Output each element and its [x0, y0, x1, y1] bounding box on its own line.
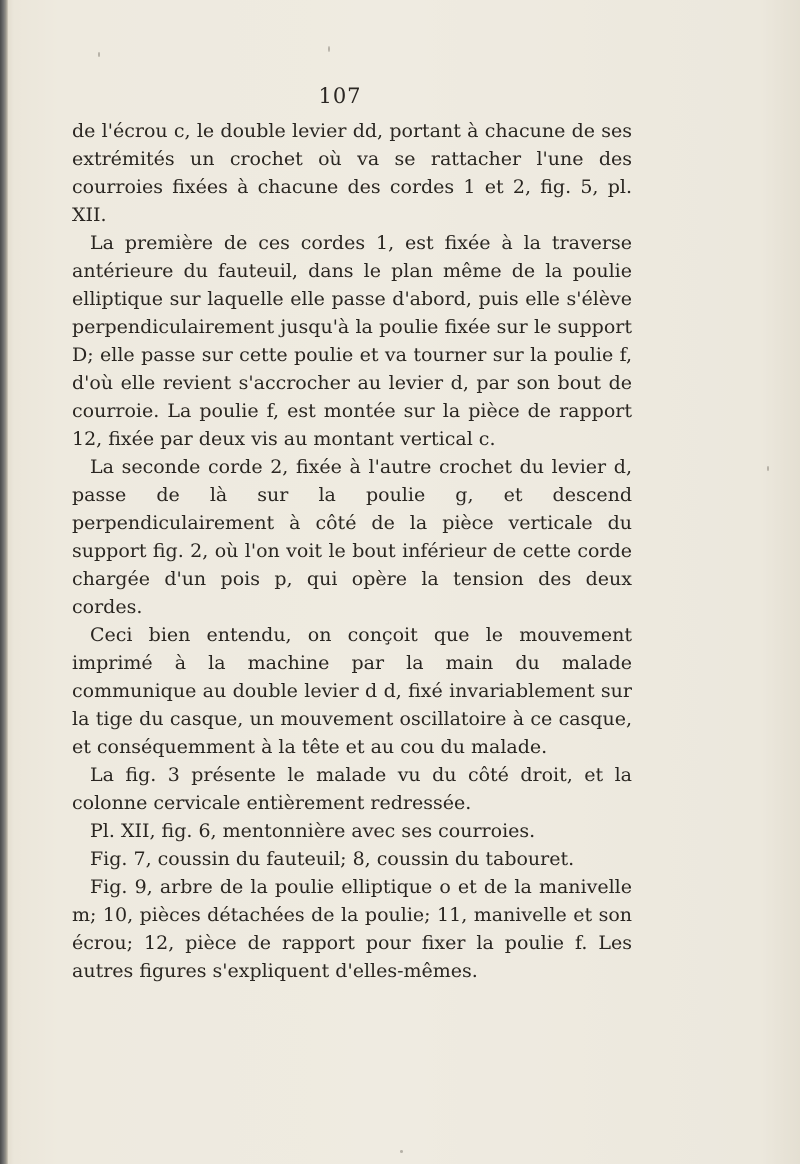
paragraph-4: Ceci bien entendu, on conçoit que le mouvement imprimé à la machine par la main du malade communique au double levier d d, fixé invariablement sur la tige du casque, un mouvement oscillatoire à ce casque, et conséquemment à la tête et au cou du malade. [72, 624, 632, 758]
paragraph-8: Fig. 9, arbre de la poulie elliptique o et de la manivelle m; 10, pièces détachées de la poulie; 11, manivelle et son écrou; 12, pièce de rapport pour fixer la poulie f. Les autres figures s'expliquent d'elles-mêmes. [72, 876, 632, 982]
paragraph-2: La première de ces cordes 1, est fixée à la traverse antérieure du fauteuil, dans le plan même de la poulie elliptique sur laquelle elle passe d'abord, puis elle s'élève perpendiculairement jusqu'à la poulie fixée sur le support D; elle passe sur cette poulie et va tourner sur la poulie f, d'où elle revient s'accrocher au levier d, par son bout de courroie. La poulie f, est montée sur la pièce de rapport 12, fixée par deux vis au montant vertical c. [72, 232, 632, 450]
paragraph-1: de l'écrou c, le double levier dd, portant à chacune de ses extrémités un crochet où va se rattacher l'une des courroies fixées à chacune des cordes 1 et 2, fig. 5, pl. XII. [72, 120, 632, 226]
paper-speck [400, 1150, 403, 1153]
paragraph-5: La fig. 3 présente le malade vu du côté droit, et la colonne cervicale entièrement redressée. [72, 764, 632, 814]
paragraph-3: La seconde corde 2, fixée à l'autre crochet du levier d, passe de là sur la poulie g, et descend perpendiculairement à côté de la pièce verticale du support fig. 2, où l'on voit le bout inférieur de cette corde chargée d'un pois p, qui opère la tension des deux cordes. [72, 456, 632, 618]
paper-speck [98, 52, 100, 57]
paragraph-6: Pl. XII, fig. 6, mentonnière avec ses courroies. [90, 820, 536, 842]
paragraph-7: Fig. 7, coussin du fauteuil; 8, coussin du tabouret. [90, 848, 575, 870]
binding-edge [0, 0, 8, 1164]
paper-speck [767, 466, 769, 471]
paper-speck [328, 46, 330, 52]
page-number: 107 [318, 84, 362, 108]
body-text [72, 117, 632, 985]
